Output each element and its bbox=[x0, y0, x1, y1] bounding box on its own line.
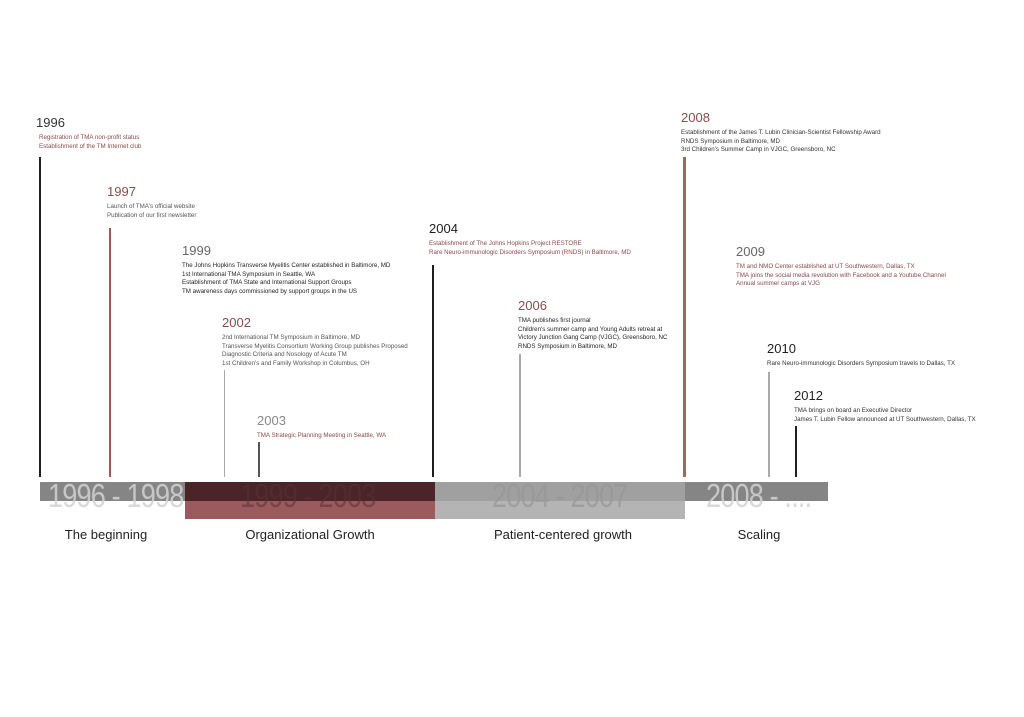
event-note: The Johns Hopkins Transverse Myelitis Center established in Baltimore, MD bbox=[182, 262, 391, 269]
event-note: Establishment of the James T. Lubin Clinician-Scientist Fellowship Award bbox=[681, 129, 881, 136]
event-note: 2nd International TM Symposium in Baltimore, MD bbox=[222, 334, 361, 341]
event-note: Transverse Myelitis Consortium Working Group publishes Proposed bbox=[222, 342, 408, 350]
event-note: 1st Children's and Family Workshop in Columbus, OH bbox=[222, 359, 370, 367]
event-notes bbox=[107, 203, 196, 220]
event-note: TM and NMO Center established at UT Southwestern, Dallas, TX bbox=[736, 263, 915, 270]
event-note: 1st International TMA Symposium in Seattle, WA bbox=[182, 270, 316, 278]
event-note: TMA brings on board an Executive Director bbox=[794, 407, 912, 414]
event-notes bbox=[518, 317, 667, 351]
event-note: James T. Lubin Fellow announced at UT Southwestern, Dallas, TX bbox=[794, 415, 976, 423]
event-notes bbox=[182, 262, 390, 296]
year-marker-line-2004 bbox=[432, 265, 434, 477]
event-notes bbox=[736, 263, 946, 289]
event-note: Annual summer camps at VJG bbox=[736, 280, 820, 288]
event-year: 2008 bbox=[681, 110, 710, 125]
timeline-event-2010 bbox=[767, 341, 955, 369]
event-notes bbox=[681, 129, 881, 155]
event-note: TM awareness days commissioned by support groups in the US bbox=[182, 287, 358, 295]
event-year: 2004 bbox=[429, 221, 458, 236]
year-marker-line-2006 bbox=[519, 354, 521, 477]
event-year: 2002 bbox=[222, 315, 251, 330]
event-year: 1997 bbox=[107, 184, 136, 199]
period-range-label: 1996 - 1998 bbox=[48, 477, 184, 514]
event-note: TMA publishes first journal bbox=[518, 317, 591, 324]
period-range-label: 2008 - .... bbox=[706, 477, 812, 514]
timeline-event-2003 bbox=[257, 413, 386, 441]
event-note: Victory Junction Gang Camp (VJGC), Greensboro, NC bbox=[518, 334, 668, 342]
event-note: Launch of TMA's official website bbox=[107, 203, 195, 210]
event-note: TMA joins the social media revolution with Facebook and a Youtube Channel bbox=[736, 271, 946, 279]
event-note: 3rd Children's Summer Camp in VJGC, Greensboro, NC bbox=[681, 146, 836, 154]
event-note: Children's summer camp and Young Adults retreat at bbox=[518, 325, 663, 333]
year-marker-line-2012 bbox=[795, 426, 797, 477]
event-notes bbox=[429, 240, 631, 257]
event-notes bbox=[794, 407, 976, 424]
timeline-event-1997 bbox=[107, 184, 196, 220]
event-note: TMA Strategic Planning Meeting in Seattle, WA bbox=[257, 432, 387, 439]
timeline-event-2004 bbox=[429, 221, 631, 257]
event-year: 2003 bbox=[257, 413, 286, 428]
phase-label: The beginning bbox=[64, 527, 148, 542]
event-note: Establishment of TMA State and International Support Groups bbox=[182, 279, 352, 287]
timeline-event-2006 bbox=[518, 298, 667, 351]
event-note: Diagnostic Criteria and Nosology of Acute TM bbox=[222, 351, 347, 359]
timeline-event-2009 bbox=[736, 244, 946, 289]
year-marker-line-1996 bbox=[39, 157, 41, 477]
event-note: Establishment of The Johns Hopkins Project RESTORE bbox=[429, 240, 582, 247]
timeline-event-2002 bbox=[222, 315, 408, 368]
phase-label: Scaling bbox=[737, 527, 781, 542]
event-note: Publication of our first newsletter bbox=[107, 211, 197, 219]
event-note: Registration of TMA non-profit status bbox=[39, 134, 140, 141]
year-marker-line-2010 bbox=[768, 372, 770, 477]
event-year: 2006 bbox=[518, 298, 547, 313]
event-note: RNDS Symposium in Baltimore, MD bbox=[518, 342, 618, 350]
event-notes bbox=[222, 334, 408, 368]
event-note: RNDS Symposium in Baltimore, MD bbox=[681, 137, 781, 145]
event-year: 2009 bbox=[736, 244, 765, 259]
period-range-label: 1999 - 2003 bbox=[240, 477, 376, 514]
event-notes bbox=[257, 432, 386, 441]
phase-label: Patient-centered growth bbox=[493, 527, 633, 542]
timeline-event-2008 bbox=[681, 110, 881, 155]
event-year: 2012 bbox=[794, 388, 823, 403]
period-range-label: 2004 - 2007 bbox=[492, 477, 628, 514]
event-note: Rare Neuro-immunologic Disorders Symposium travels to Dallas, TX bbox=[767, 360, 955, 367]
event-notes bbox=[39, 134, 141, 151]
event-year: 2010 bbox=[767, 341, 796, 356]
event-year: 1996 bbox=[36, 115, 65, 130]
timeline-event-1999 bbox=[182, 243, 390, 296]
year-marker-line-2002 bbox=[224, 370, 225, 477]
year-marker-line-2003 bbox=[258, 442, 260, 477]
event-note: Establishment of the TM Internet club bbox=[39, 142, 142, 150]
event-notes bbox=[767, 360, 955, 369]
year-marker-line-1997 bbox=[109, 228, 111, 477]
timeline-event-2012 bbox=[794, 388, 976, 424]
timeline-event-1996 bbox=[36, 115, 141, 151]
phase-label: Organizational Growth bbox=[245, 527, 375, 542]
event-note: Rare Neuro-immunologic Disorders Symposium (RNDS) in Baltimore, MD bbox=[429, 248, 631, 256]
event-year: 1999 bbox=[182, 243, 211, 258]
year-marker-line-2008 bbox=[683, 157, 686, 477]
